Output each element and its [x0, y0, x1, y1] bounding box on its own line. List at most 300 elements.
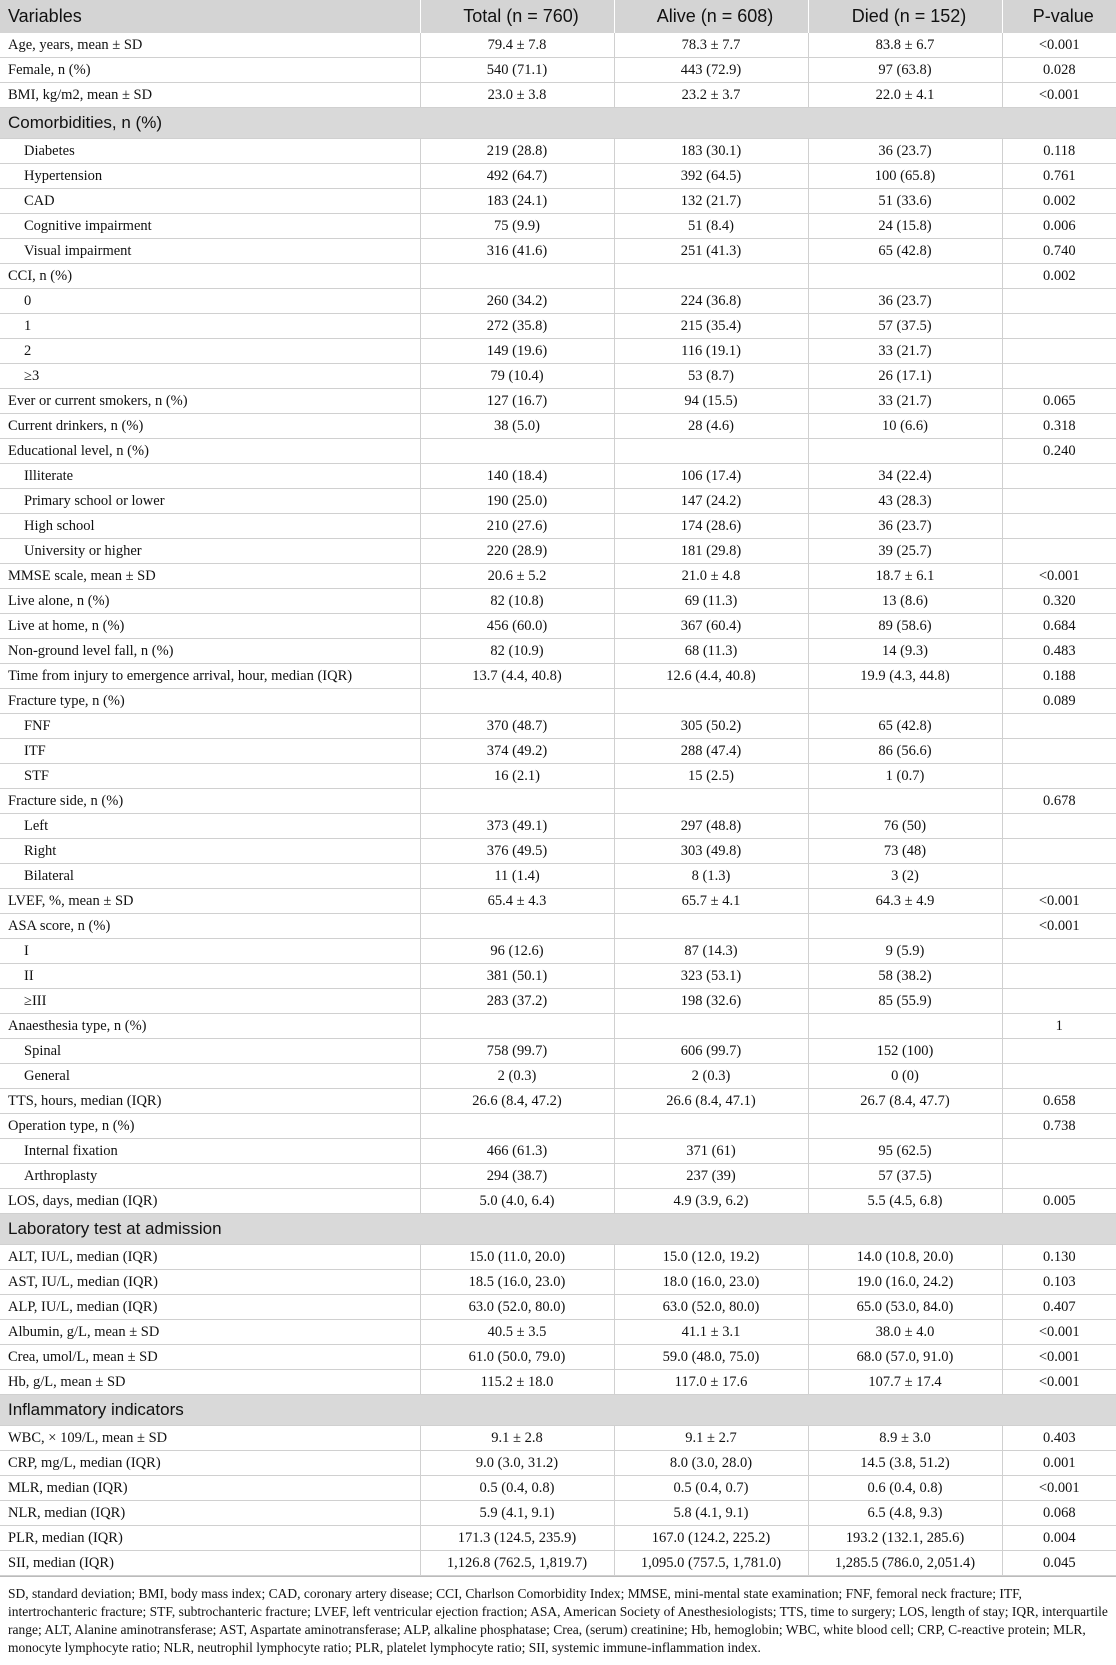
cell-pvalue: 0.740	[1002, 239, 1116, 264]
cell-total: 456 (60.0)	[420, 614, 614, 639]
cell-died: 33 (21.7)	[808, 389, 1002, 414]
cell-total: 16 (2.1)	[420, 764, 614, 789]
cell-died: 19.9 (4.3, 44.8)	[808, 664, 1002, 689]
cell-pvalue: <0.001	[1002, 914, 1116, 939]
cell-total	[420, 789, 614, 814]
cell-died: 14.5 (3.8, 51.2)	[808, 1451, 1002, 1476]
cell-variable: ≥3	[0, 364, 420, 389]
cell-died: 19.0 (16.0, 24.2)	[808, 1270, 1002, 1295]
table-row	[0, 1014, 1116, 1039]
table-row	[0, 714, 1116, 739]
table-row	[0, 1114, 1116, 1139]
cell-died: 83.8 ± 6.7	[808, 33, 1002, 58]
table-row	[0, 1295, 1116, 1320]
cell-variable: Current drinkers, n (%)	[0, 414, 420, 439]
cell-alive: 68 (11.3)	[614, 639, 808, 664]
cell-pvalue: 0.403	[1002, 1426, 1116, 1451]
cell-alive: 87 (14.3)	[614, 939, 808, 964]
cell-variable: Primary school or lower	[0, 489, 420, 514]
cell-pvalue: 0.407	[1002, 1295, 1116, 1320]
table-row	[0, 764, 1116, 789]
cell-total: 220 (28.9)	[420, 539, 614, 564]
cell-variable: CRP, mg/L, median (IQR)	[0, 1451, 420, 1476]
cell-alive: 5.8 (4.1, 9.1)	[614, 1501, 808, 1526]
cell-variable: ALP, IU/L, median (IQR)	[0, 1295, 420, 1320]
cell-variable: ALT, IU/L, median (IQR)	[0, 1245, 420, 1270]
table-row	[0, 1189, 1116, 1214]
cell-variable: Internal fixation	[0, 1139, 420, 1164]
cell-total: 466 (61.3)	[420, 1139, 614, 1164]
cell-alive	[614, 264, 808, 289]
cell-variable: ITF	[0, 739, 420, 764]
table-row	[0, 1476, 1116, 1501]
cell-died: 5.5 (4.5, 6.8)	[808, 1189, 1002, 1214]
cell-total: 219 (28.8)	[420, 139, 614, 164]
table-row	[0, 139, 1116, 164]
cell-alive: 323 (53.1)	[614, 964, 808, 989]
cell-died	[808, 689, 1002, 714]
table-row	[0, 164, 1116, 189]
cell-alive: 4.9 (3.9, 6.2)	[614, 1189, 808, 1214]
cell-pvalue: <0.001	[1002, 1320, 1116, 1345]
cell-alive: 0.5 (0.4, 0.7)	[614, 1476, 808, 1501]
cell-variable: SII, median (IQR)	[0, 1551, 420, 1576]
table-row	[0, 1245, 1116, 1270]
cell-variable: Anaesthesia type, n (%)	[0, 1014, 420, 1039]
cell-total: 316 (41.6)	[420, 239, 614, 264]
cell-alive	[614, 1114, 808, 1139]
cell-died: 58 (38.2)	[808, 964, 1002, 989]
cell-variable: Female, n (%)	[0, 58, 420, 83]
table-row	[0, 539, 1116, 564]
cell-alive: 117.0 ± 17.6	[614, 1370, 808, 1395]
cell-variable: CCI, n (%)	[0, 264, 420, 289]
cell-pvalue	[1002, 1039, 1116, 1064]
cell-pvalue: 0.001	[1002, 1451, 1116, 1476]
cell-died: 57 (37.5)	[808, 1164, 1002, 1189]
table-row	[0, 614, 1116, 639]
cell-alive: 9.1 ± 2.7	[614, 1426, 808, 1451]
cell-died: 51 (33.6)	[808, 189, 1002, 214]
cell-died	[808, 789, 1002, 814]
cell-died: 85 (55.9)	[808, 989, 1002, 1014]
cell-variable: University or higher	[0, 539, 420, 564]
cell-alive: 288 (47.4)	[614, 739, 808, 764]
cell-died: 33 (21.7)	[808, 339, 1002, 364]
cell-alive: 51 (8.4)	[614, 214, 808, 239]
cell-pvalue: <0.001	[1002, 564, 1116, 589]
cell-variable: 1	[0, 314, 420, 339]
cell-died: 97 (63.8)	[808, 58, 1002, 83]
table-body	[0, 33, 1116, 1576]
cell-alive: 371 (61)	[614, 1139, 808, 1164]
cell-variable: Ever or current smokers, n (%)	[0, 389, 420, 414]
cell-total: 171.3 (124.5, 235.9)	[420, 1526, 614, 1551]
table-row	[0, 214, 1116, 239]
cell-total: 75 (9.9)	[420, 214, 614, 239]
cell-total	[420, 264, 614, 289]
cell-pvalue: 0.761	[1002, 164, 1116, 189]
cell-total: 82 (10.9)	[420, 639, 614, 664]
cell-variable: Live alone, n (%)	[0, 589, 420, 614]
cell-died: 1 (0.7)	[808, 764, 1002, 789]
cell-total: 260 (34.2)	[420, 289, 614, 314]
cell-alive	[614, 789, 808, 814]
cell-variable: FNF	[0, 714, 420, 739]
cell-total: 115.2 ± 18.0	[420, 1370, 614, 1395]
cell-variable: General	[0, 1064, 420, 1089]
table-row	[0, 914, 1116, 939]
cell-pvalue: 0.045	[1002, 1551, 1116, 1576]
cell-died: 36 (23.7)	[808, 139, 1002, 164]
cell-variable: 2	[0, 339, 420, 364]
cell-died: 8.9 ± 3.0	[808, 1426, 1002, 1451]
cell-total: 381 (50.1)	[420, 964, 614, 989]
cell-total: 11 (1.4)	[420, 864, 614, 889]
cell-died: 6.5 (4.8, 9.3)	[808, 1501, 1002, 1526]
cell-alive: 224 (36.8)	[614, 289, 808, 314]
cell-alive: 147 (24.2)	[614, 489, 808, 514]
cell-pvalue: 0.130	[1002, 1245, 1116, 1270]
cell-pvalue: 0.065	[1002, 389, 1116, 414]
cell-died: 86 (56.6)	[808, 739, 1002, 764]
cell-died: 3 (2)	[808, 864, 1002, 889]
cell-total: 370 (48.7)	[420, 714, 614, 739]
cell-total: 140 (18.4)	[420, 464, 614, 489]
cell-variable: PLR, median (IQR)	[0, 1526, 420, 1551]
table-row	[0, 83, 1116, 108]
cell-pvalue	[1002, 814, 1116, 839]
cell-pvalue: 0.002	[1002, 264, 1116, 289]
cell-alive: 181 (29.8)	[614, 539, 808, 564]
section-header-row	[0, 108, 1116, 139]
cell-variable: ≥III	[0, 989, 420, 1014]
cell-died: 65 (42.8)	[808, 239, 1002, 264]
cell-alive: 59.0 (48.0, 75.0)	[614, 1345, 808, 1370]
table-row	[0, 389, 1116, 414]
cell-died: 26.7 (8.4, 47.7)	[808, 1089, 1002, 1114]
table-footnote: SD, standard deviation; BMI, body mass index; CAD, coronary artery disease; CCI, Charlson Comorbidity Index; MMSE, mini-mental state examination; FNF, femoral neck fracture; ITF, intertrochanteric fracture; STF, subtrochanteric fracture; LVEF, left ventricular ejection fraction; ASA, American Society of Anesthesiologists; TTS, time to surgery; LOS, length of stay; IQR, interquartile range; ALT, Alanine aminotransferase; AST, Aspartate aminotransferase; ALP, alkaline phosphatase; Crea, (serum) creatinine; Hb, hemoglobin; WBC, white blood cell; CRP, C-reactive protein; MLR, monocyte lymphocyte ratio; NLR, neutrophil lymphocyte ratio; PLR, platelet lymphocyte ratio; SII, systemic immune-inflammation index.	[0, 1576, 1116, 1657]
table-row	[0, 1551, 1116, 1576]
cell-pvalue	[1002, 514, 1116, 539]
cell-pvalue: 0.738	[1002, 1114, 1116, 1139]
cell-pvalue: <0.001	[1002, 1345, 1116, 1370]
table-row	[0, 814, 1116, 839]
table-row	[0, 1526, 1116, 1551]
table-row	[0, 664, 1116, 689]
cell-pvalue: 0.320	[1002, 589, 1116, 614]
cell-pvalue	[1002, 289, 1116, 314]
cell-pvalue: 0.004	[1002, 1526, 1116, 1551]
cell-alive: 1,095.0 (757.5, 1,781.0)	[614, 1551, 808, 1576]
cell-died: 193.2 (132.1, 285.6)	[808, 1526, 1002, 1551]
cell-pvalue	[1002, 739, 1116, 764]
cell-total: 210 (27.6)	[420, 514, 614, 539]
cell-total	[420, 914, 614, 939]
cell-died: 22.0 ± 4.1	[808, 83, 1002, 108]
cell-alive: 8.0 (3.0, 28.0)	[614, 1451, 808, 1476]
table-row	[0, 439, 1116, 464]
cell-variable: Right	[0, 839, 420, 864]
cell-variable: CAD	[0, 189, 420, 214]
cell-alive: 69 (11.3)	[614, 589, 808, 614]
cell-variable: BMI, kg/m2, mean ± SD	[0, 83, 420, 108]
cell-variable: Fracture side, n (%)	[0, 789, 420, 814]
cell-alive: 132 (21.7)	[614, 189, 808, 214]
cell-alive	[614, 1014, 808, 1039]
cell-alive: 367 (60.4)	[614, 614, 808, 639]
cell-total: 283 (37.2)	[420, 989, 614, 1014]
cell-pvalue: 0.240	[1002, 439, 1116, 464]
cell-died	[808, 264, 1002, 289]
cell-total: 61.0 (50.0, 79.0)	[420, 1345, 614, 1370]
cell-died: 43 (28.3)	[808, 489, 1002, 514]
cell-variable: Visual impairment	[0, 239, 420, 264]
table-row	[0, 939, 1116, 964]
header-total: Total (n = 760)	[420, 0, 614, 33]
cell-died: 1,285.5 (786.0, 2,051.4)	[808, 1551, 1002, 1576]
cell-total: 79.4 ± 7.8	[420, 33, 614, 58]
cell-total: 373 (49.1)	[420, 814, 614, 839]
cell-pvalue	[1002, 364, 1116, 389]
cell-total: 492 (64.7)	[420, 164, 614, 189]
table-row	[0, 1164, 1116, 1189]
cell-total: 5.9 (4.1, 9.1)	[420, 1501, 614, 1526]
table-row	[0, 839, 1116, 864]
cell-total	[420, 439, 614, 464]
cell-total	[420, 689, 614, 714]
cell-variable: Fracture type, n (%)	[0, 689, 420, 714]
cell-alive	[614, 439, 808, 464]
cell-pvalue: 0.678	[1002, 789, 1116, 814]
cell-alive: 303 (49.8)	[614, 839, 808, 864]
cell-variable: STF	[0, 764, 420, 789]
section-title: Comorbidities, n (%)	[0, 108, 1116, 139]
cell-total: 183 (24.1)	[420, 189, 614, 214]
cell-pvalue	[1002, 489, 1116, 514]
cell-alive	[614, 689, 808, 714]
cell-pvalue	[1002, 464, 1116, 489]
cell-pvalue: 0.006	[1002, 214, 1116, 239]
table-row	[0, 464, 1116, 489]
table-row	[0, 289, 1116, 314]
cell-variable: AST, IU/L, median (IQR)	[0, 1270, 420, 1295]
cell-pvalue: 0.318	[1002, 414, 1116, 439]
cell-variable: Educational level, n (%)	[0, 439, 420, 464]
cell-pvalue	[1002, 989, 1116, 1014]
cell-alive: 215 (35.4)	[614, 314, 808, 339]
cell-total: 294 (38.7)	[420, 1164, 614, 1189]
table-row	[0, 33, 1116, 58]
table-header	[0, 0, 1116, 33]
cell-total: 13.7 (4.4, 40.8)	[420, 664, 614, 689]
cell-variable: Albumin, g/L, mean ± SD	[0, 1320, 420, 1345]
cell-pvalue: <0.001	[1002, 83, 1116, 108]
cell-died	[808, 1014, 1002, 1039]
cell-pvalue	[1002, 314, 1116, 339]
table-row	[0, 889, 1116, 914]
cell-died: 14 (9.3)	[808, 639, 1002, 664]
cell-variable: Time from injury to emergence arrival, hour, median (IQR)	[0, 664, 420, 689]
cell-pvalue	[1002, 864, 1116, 889]
cell-alive: 392 (64.5)	[614, 164, 808, 189]
table-row	[0, 589, 1116, 614]
cell-pvalue: <0.001	[1002, 1370, 1116, 1395]
cell-variable: Spinal	[0, 1039, 420, 1064]
section-header-row	[0, 1214, 1116, 1245]
cell-died: 10 (6.6)	[808, 414, 1002, 439]
cell-alive: 26.6 (8.4, 47.1)	[614, 1089, 808, 1114]
cell-variable: Diabetes	[0, 139, 420, 164]
section-header-row	[0, 1395, 1116, 1426]
cell-alive: 94 (15.5)	[614, 389, 808, 414]
cell-died: 13 (8.6)	[808, 589, 1002, 614]
cell-died: 68.0 (57.0, 91.0)	[808, 1345, 1002, 1370]
table-row	[0, 1501, 1116, 1526]
cell-died: 76 (50)	[808, 814, 1002, 839]
cell-total: 18.5 (16.0, 23.0)	[420, 1270, 614, 1295]
cell-died: 73 (48)	[808, 839, 1002, 864]
cell-pvalue: 0.658	[1002, 1089, 1116, 1114]
cell-variable: Illiterate	[0, 464, 420, 489]
section-title: Inflammatory indicators	[0, 1395, 1116, 1426]
cell-pvalue	[1002, 714, 1116, 739]
cell-died: 14.0 (10.8, 20.0)	[808, 1245, 1002, 1270]
cell-died: 38.0 ± 4.0	[808, 1320, 1002, 1345]
cell-variable: Hypertension	[0, 164, 420, 189]
table-row	[0, 639, 1116, 664]
cell-died: 100 (65.8)	[808, 164, 1002, 189]
cell-alive: 106 (17.4)	[614, 464, 808, 489]
cell-total: 63.0 (52.0, 80.0)	[420, 1295, 614, 1320]
cell-variable: II	[0, 964, 420, 989]
cell-alive: 78.3 ± 7.7	[614, 33, 808, 58]
table-row	[0, 1039, 1116, 1064]
cell-alive: 28 (4.6)	[614, 414, 808, 439]
cell-alive	[614, 914, 808, 939]
cell-total: 65.4 ± 4.3	[420, 889, 614, 914]
cell-died: 65 (42.8)	[808, 714, 1002, 739]
cell-died: 34 (22.4)	[808, 464, 1002, 489]
cell-alive: 15 (2.5)	[614, 764, 808, 789]
table-row	[0, 1451, 1116, 1476]
cell-died: 57 (37.5)	[808, 314, 1002, 339]
cell-total: 758 (99.7)	[420, 1039, 614, 1064]
table-row	[0, 414, 1116, 439]
cell-alive: 18.0 (16.0, 23.0)	[614, 1270, 808, 1295]
cell-variable: Arthroplasty	[0, 1164, 420, 1189]
cell-pvalue	[1002, 1164, 1116, 1189]
cell-variable: Cognitive impairment	[0, 214, 420, 239]
table-row	[0, 364, 1116, 389]
cell-died: 0 (0)	[808, 1064, 1002, 1089]
table-row	[0, 739, 1116, 764]
cell-pvalue: 0.028	[1002, 58, 1116, 83]
cell-died: 107.7 ± 17.4	[808, 1370, 1002, 1395]
cell-variable: ASA score, n (%)	[0, 914, 420, 939]
cell-total: 2 (0.3)	[420, 1064, 614, 1089]
cell-alive: 2 (0.3)	[614, 1064, 808, 1089]
cell-died: 89 (58.6)	[808, 614, 1002, 639]
cell-total: 82 (10.8)	[420, 589, 614, 614]
cell-died: 18.7 ± 6.1	[808, 564, 1002, 589]
cell-total: 40.5 ± 3.5	[420, 1320, 614, 1345]
cell-alive: 65.7 ± 4.1	[614, 889, 808, 914]
cell-variable: LVEF, %, mean ± SD	[0, 889, 420, 914]
cell-variable: NLR, median (IQR)	[0, 1501, 420, 1526]
cell-total: 374 (49.2)	[420, 739, 614, 764]
table-row	[0, 314, 1116, 339]
cell-died: 9 (5.9)	[808, 939, 1002, 964]
cell-variable: I	[0, 939, 420, 964]
cell-variable: Bilateral	[0, 864, 420, 889]
cell-alive: 305 (50.2)	[614, 714, 808, 739]
cell-total: 9.1 ± 2.8	[420, 1426, 614, 1451]
cell-variable: Left	[0, 814, 420, 839]
cell-total: 26.6 (8.4, 47.2)	[420, 1089, 614, 1114]
cell-total: 96 (12.6)	[420, 939, 614, 964]
cell-alive: 167.0 (124.2, 225.2)	[614, 1526, 808, 1551]
cell-alive: 116 (19.1)	[614, 339, 808, 364]
table-row	[0, 989, 1116, 1014]
cell-total: 272 (35.8)	[420, 314, 614, 339]
cell-alive: 174 (28.6)	[614, 514, 808, 539]
table-row	[0, 514, 1116, 539]
section-title: Laboratory test at admission	[0, 1214, 1116, 1245]
cell-variable: Age, years, mean ± SD	[0, 33, 420, 58]
cell-alive: 63.0 (52.0, 80.0)	[614, 1295, 808, 1320]
cell-total: 5.0 (4.0, 6.4)	[420, 1189, 614, 1214]
header-alive: Alive (n = 608)	[614, 0, 808, 33]
table-row	[0, 58, 1116, 83]
cell-alive: 237 (39)	[614, 1164, 808, 1189]
cell-variable: WBC, × 109/L, mean ± SD	[0, 1426, 420, 1451]
cell-pvalue: 0.684	[1002, 614, 1116, 639]
cell-alive: 41.1 ± 3.1	[614, 1320, 808, 1345]
cell-alive: 8 (1.3)	[614, 864, 808, 889]
table-row	[0, 1345, 1116, 1370]
cell-variable: High school	[0, 514, 420, 539]
table-row	[0, 789, 1116, 814]
header-variables: Variables	[0, 0, 420, 33]
table-row	[0, 1270, 1116, 1295]
table-row	[0, 689, 1116, 714]
cell-died	[808, 1114, 1002, 1139]
cell-alive: 297 (48.8)	[614, 814, 808, 839]
cell-died: 26 (17.1)	[808, 364, 1002, 389]
cell-pvalue	[1002, 964, 1116, 989]
cell-pvalue: <0.001	[1002, 1476, 1116, 1501]
cell-pvalue: 0.483	[1002, 639, 1116, 664]
cell-pvalue: 0.089	[1002, 689, 1116, 714]
cell-alive: 15.0 (12.0, 19.2)	[614, 1245, 808, 1270]
cell-total: 149 (19.6)	[420, 339, 614, 364]
cell-pvalue: 0.068	[1002, 1501, 1116, 1526]
table-row	[0, 1370, 1116, 1395]
header-died: Died (n = 152)	[808, 0, 1002, 33]
cell-died: 152 (100)	[808, 1039, 1002, 1064]
cell-variable: MLR, median (IQR)	[0, 1476, 420, 1501]
header-pvalue: P-value	[1002, 0, 1116, 33]
cell-died: 95 (62.5)	[808, 1139, 1002, 1164]
cell-alive: 198 (32.6)	[614, 989, 808, 1014]
cell-pvalue	[1002, 939, 1116, 964]
table-row	[0, 564, 1116, 589]
cell-alive: 443 (72.9)	[614, 58, 808, 83]
table-row	[0, 489, 1116, 514]
cell-pvalue	[1002, 839, 1116, 864]
cell-total: 38 (5.0)	[420, 414, 614, 439]
